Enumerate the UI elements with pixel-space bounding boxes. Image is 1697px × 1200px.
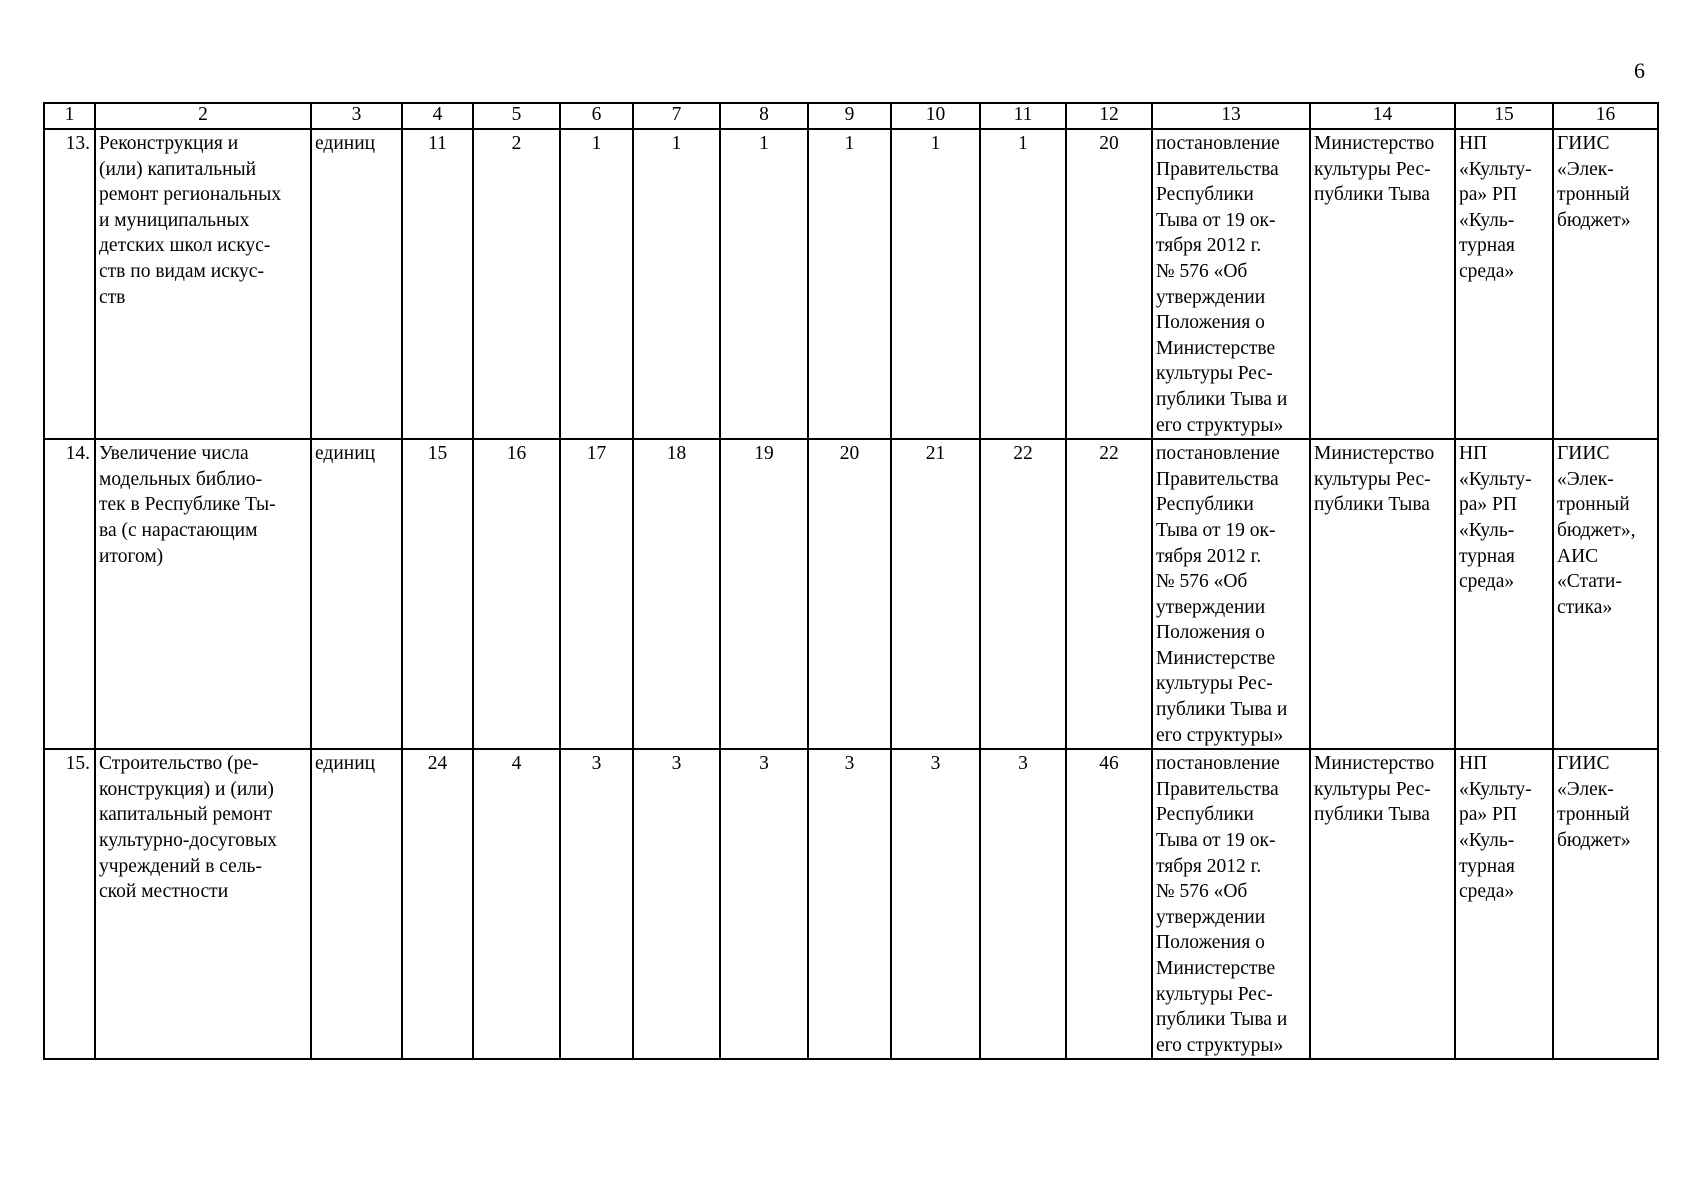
row-number: 13. [44,129,95,439]
value-cell: 1 [891,129,980,439]
header-cell: 9 [808,103,891,129]
value-cell: 2 [473,129,560,439]
basis-cell: постановление Правительства Республики Тыва от 19 ок- тября 2012 г. № 576 «Об утверждении Положения о Министерстве культуры Рес- публики Тыва и его структуры» [1152,439,1310,749]
value-cell: 22 [980,439,1066,749]
header-cell: 10 [891,103,980,129]
header-cell: 7 [633,103,720,129]
header-row [44,103,1658,129]
indicators-table [43,102,1659,1060]
unit-cell: единиц [311,749,402,1059]
value-cell: 20 [808,439,891,749]
system-cell: ГИИС «Элек- тронный бюджет» [1553,749,1658,1059]
project-cell: НП «Культу- ра» РП «Куль- турная среда» [1455,439,1553,749]
value-cell: 3 [808,749,891,1059]
responsible-cell: Министерство культуры Рес- публики Тыва [1310,749,1455,1059]
header-cell: 16 [1553,103,1658,129]
header-cell: 2 [95,103,311,129]
basis-cell: постановление Правительства Республики Тыва от 19 ок- тября 2012 г. № 576 «Об утверждении Положения о Министерстве культуры Рес- публики Тыва и его структуры» [1152,749,1310,1059]
page-number: 6 [1634,58,1645,83]
responsible-cell: Министерство культуры Рес- публики Тыва [1310,439,1455,749]
value-cell: 4 [473,749,560,1059]
total-cell: 22 [1066,439,1152,749]
indicator-name: Реконструкция и (или) капитальный ремонт региональных и муниципальных детских школ искус- ств по видам искус- ств [95,129,311,439]
header-cell: 5 [473,103,560,129]
value-cell: 15 [402,439,473,749]
header-cell: 14 [1310,103,1455,129]
value-cell: 3 [720,749,808,1059]
header-cell: 3 [311,103,402,129]
unit-cell: единиц [311,439,402,749]
row-number: 15. [44,749,95,1059]
value-cell: 11 [402,129,473,439]
value-cell: 21 [891,439,980,749]
value-cell: 3 [560,749,633,1059]
total-cell: 20 [1066,129,1152,439]
value-cell: 1 [980,129,1066,439]
header-cell: 15 [1455,103,1553,129]
indicator-name: Строительство (ре- конструкция) и (или) капитальный ремонт культурно-досуговых учреждений в сель- ской местности [95,749,311,1059]
value-cell: 3 [633,749,720,1059]
value-cell: 16 [473,439,560,749]
value-cell: 24 [402,749,473,1059]
value-cell: 3 [980,749,1066,1059]
table-row [44,749,1658,1059]
row-number: 14. [44,439,95,749]
header-cell: 13 [1152,103,1310,129]
header-cell: 1 [44,103,95,129]
indicator-name: Увеличение числа модельных библио- тек в Республике Ты- ва (с нарастающим итогом) [95,439,311,749]
header-cell: 6 [560,103,633,129]
value-cell: 17 [560,439,633,749]
value-cell: 1 [560,129,633,439]
value-cell: 1 [633,129,720,439]
system-cell: ГИИС «Элек- тронный бюджет» [1553,129,1658,439]
table-row [44,129,1658,439]
value-cell: 18 [633,439,720,749]
system-cell: ГИИС «Элек- тронный бюджет», АИС «Стати- стика» [1553,439,1658,749]
value-cell: 1 [808,129,891,439]
value-cell: 3 [891,749,980,1059]
value-cell: 19 [720,439,808,749]
value-cell: 1 [720,129,808,439]
header-cell: 4 [402,103,473,129]
basis-cell: постановление Правительства Республики Тыва от 19 ок- тября 2012 г. № 576 «Об утверждении Положения о Министерстве культуры Рес- публики Тыва и его структуры» [1152,129,1310,439]
header-cell: 11 [980,103,1066,129]
total-cell: 46 [1066,749,1152,1059]
table-row [44,439,1658,749]
project-cell: НП «Культу- ра» РП «Куль- турная среда» [1455,129,1553,439]
header-cell: 12 [1066,103,1152,129]
unit-cell: единиц [311,129,402,439]
header-cell: 8 [720,103,808,129]
responsible-cell: Министерство культуры Рес- публики Тыва [1310,129,1455,439]
project-cell: НП «Культу- ра» РП «Куль- турная среда» [1455,749,1553,1059]
